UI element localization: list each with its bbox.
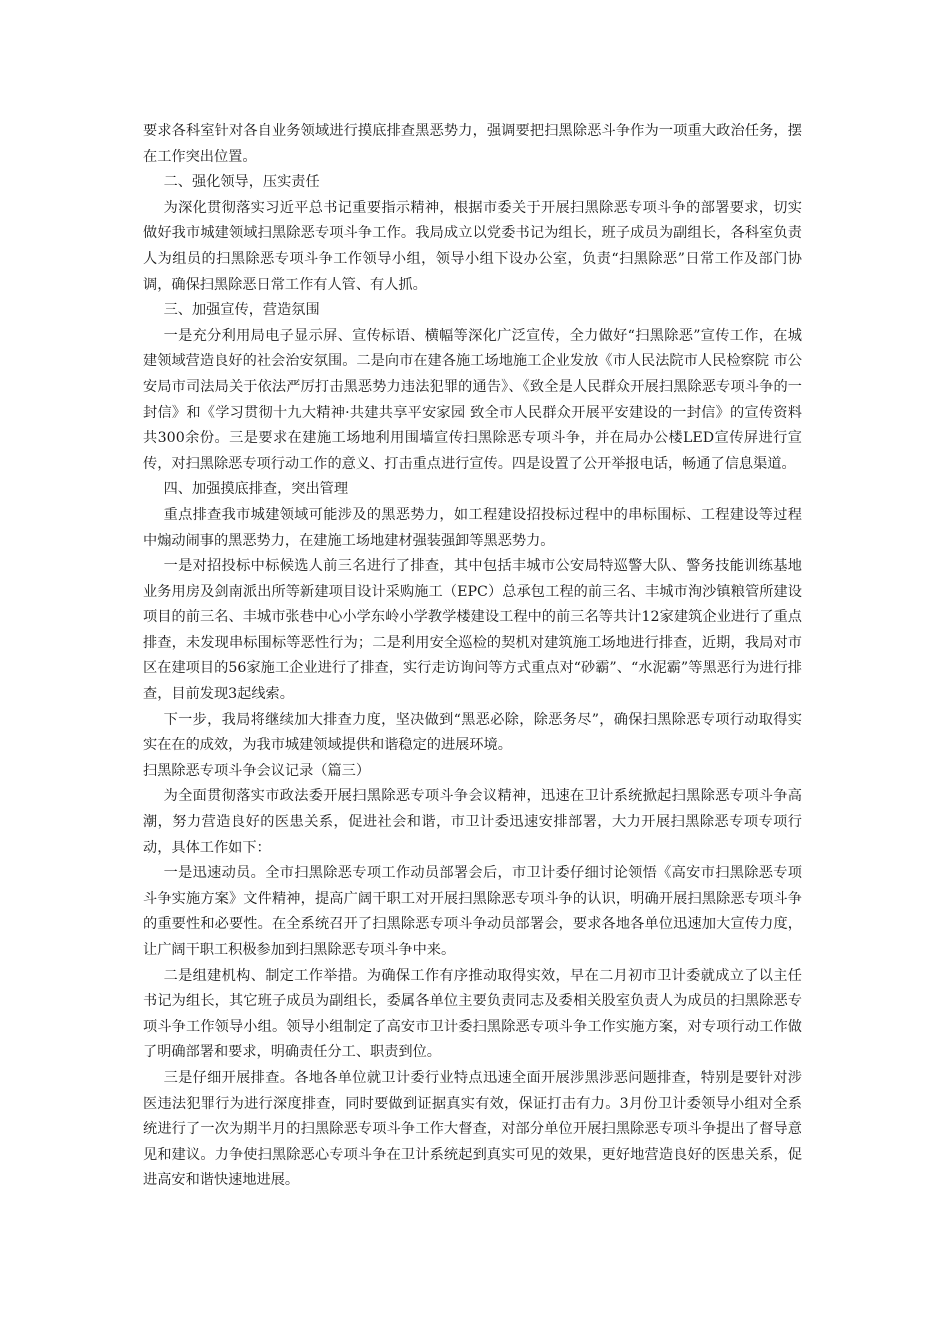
paragraph: 一是迅速动员。全市扫黑除恶专项工作动员部署会后，市卫计委仔细讨论领悟《高安市扫黑除恶专项斗争实施方案》文件精神，提高广阔干职工对开展扫黑除恶专项斗争的认识，明确开展扫黑除恶专项斗争的重要性和必要性。在全系统召开了扫黑除恶专项斗争动员部署会，要求各地各单位迅速加大宣传力度，让广阔干职工积极参加到扫黑除恶专项斗争中来。 [143, 865, 802, 958]
paragraph-continuation: 要求各科室针对各自业务领域进行摸底排查黑恶势力，强调要把扫黑除恶斗争作为一项重大政治任务，摆在工作突出位置。 [143, 123, 802, 165]
section-heading-4: 四、加强摸底排查，突出管理 [163, 481, 349, 498]
article-title: 扫黑除恶专项斗争会议记录（篇三） [143, 762, 371, 779]
paragraph: 一是充分利用局电子显示屏、宣传标语、横幅等深化广泛宣传，全力做好“扫黑除恶”宣传工作，在城建领域营造良好的社会治安氛围。二是向市在建各施工场地施工企业发放《市人民法院市人民检察院 市公安局市司法局关于依法严厉打击黑恶势力违法犯罪的通告》、《致全是人民群众开展扫黑除恶专项斗争的一封信》和《学习贯彻十九大精神·共建共享平安家园 致全市人民群众开展平安建设的一封信》的宣传资料共300余份。三是要求在建施工场地利用围墙宣传扫黑除恶专项斗争，并在局办公楼LED宣传屏进行宣传，对扫黑除恶专项行动工作的意义、打击重点进行宣传。四是设置了公开举报电话，畅通了信息渠道。 [143, 327, 802, 472]
paragraph: 一是对招投标中标候选人前三名进行了排查，其中包括丰城市公安局特巡警大队、警务技能训练基地业务用房及剑南派出所等新建项目设计采购施工（EPC）总承包工程的前三名、丰城市洵沙镇粮管所建设项目的前三名、丰城市张巷中心小学东岭小学教学楼建设工程中的前三名等共计12家建筑企业进行了重点排查，未发现串标围标等恶性行为；二是利用安全巡检的契机对建筑施工场地进行排查，近期，我局对市区在建项目的56家施工企业进行了排查，实行走访询问等方式重点对“砂霸”、“水泥霸”等黑恶行为进行排查，目前发现3起线索。 [143, 558, 802, 703]
paragraph: 二是组建机构、制定工作举措。为确保工作有序推动取得实效，早在二月初市卫计委就成立了以主任书记为组长，其它班子成员为副组长，委属各单位主要负责同志及委相关股室负责人为成员的扫黑除恶专项斗争工作领导小组。领导小组制定了高安市卫计委扫黑除恶专项斗争工作实施方案，对专项行动工作做了明确部署和要求，明确责任分工、职责到位。 [143, 967, 802, 1061]
section-heading-3: 三、加强宣传，营造氛围 [163, 302, 320, 319]
document-body [143, 119, 802, 1194]
section-heading-2: 二、强化领导，压实责任 [163, 174, 320, 191]
paragraph: 为全面贯彻落实市政法委开展扫黑除恶专项斗争会议精神，迅速在卫计系统掀起扫黑除恶专项斗争高潮，努力营造良好的医患关系，促进社会和谐，市卫计委迅速安排部署，大力开展扫黑除恶专项专项行动，具体工作如下： [143, 788, 802, 856]
paragraph: 三是仔细开展排查。各地各单位就卫计委行业特点迅速全面开展涉黑涉恶问题排查，特别是要针对涉医违法犯罪行为进行深度排查，同时要做到证据真实有效，保证打击有力。3月份卫计委领导小组对全系统进行了一次为期半月的扫黑除恶专项斗争工作大督查，对部分单位开展扫黑除恶专项斗争提出了督导意见和建议。力争使扫黑除恶心专项斗争在卫计系统起到真实可见的效果，更好地营造良好的医患关系，促进高安和谐快速地进展。 [143, 1069, 802, 1189]
paragraph: 下一步，我局将继续加大排查力度，坚决做到“黑恶必除，除恶务尽”，确保扫黑除恶专项行动取得实实在在的成效，为我市城建领域提供和谐稳定的进展环境。 [143, 711, 802, 754]
paragraph: 为深化贯彻落实习近平总书记重要指示精神，根据市委关于开展扫黑除恶专项斗争的部署要求，切实做好我市城建领域扫黑除恶专项斗争工作。我局成立以党委书记为组长，班子成员为副组长，各科室负责人为组员的扫黑除恶专项斗争工作领导小组，领导小组下设办公室，负责“扫黑除恶”日常工作及部门协调，确保扫黑除恶日常工作有人管、有人抓。 [143, 199, 802, 293]
paragraph: 重点排查我市城建领域可能涉及的黑恶势力，如工程建设招投标过程中的串标围标、工程建设等过程中煽动闹事的黑恶势力，在建施工场地建材强装强卸等黑恶势力。 [143, 506, 802, 549]
